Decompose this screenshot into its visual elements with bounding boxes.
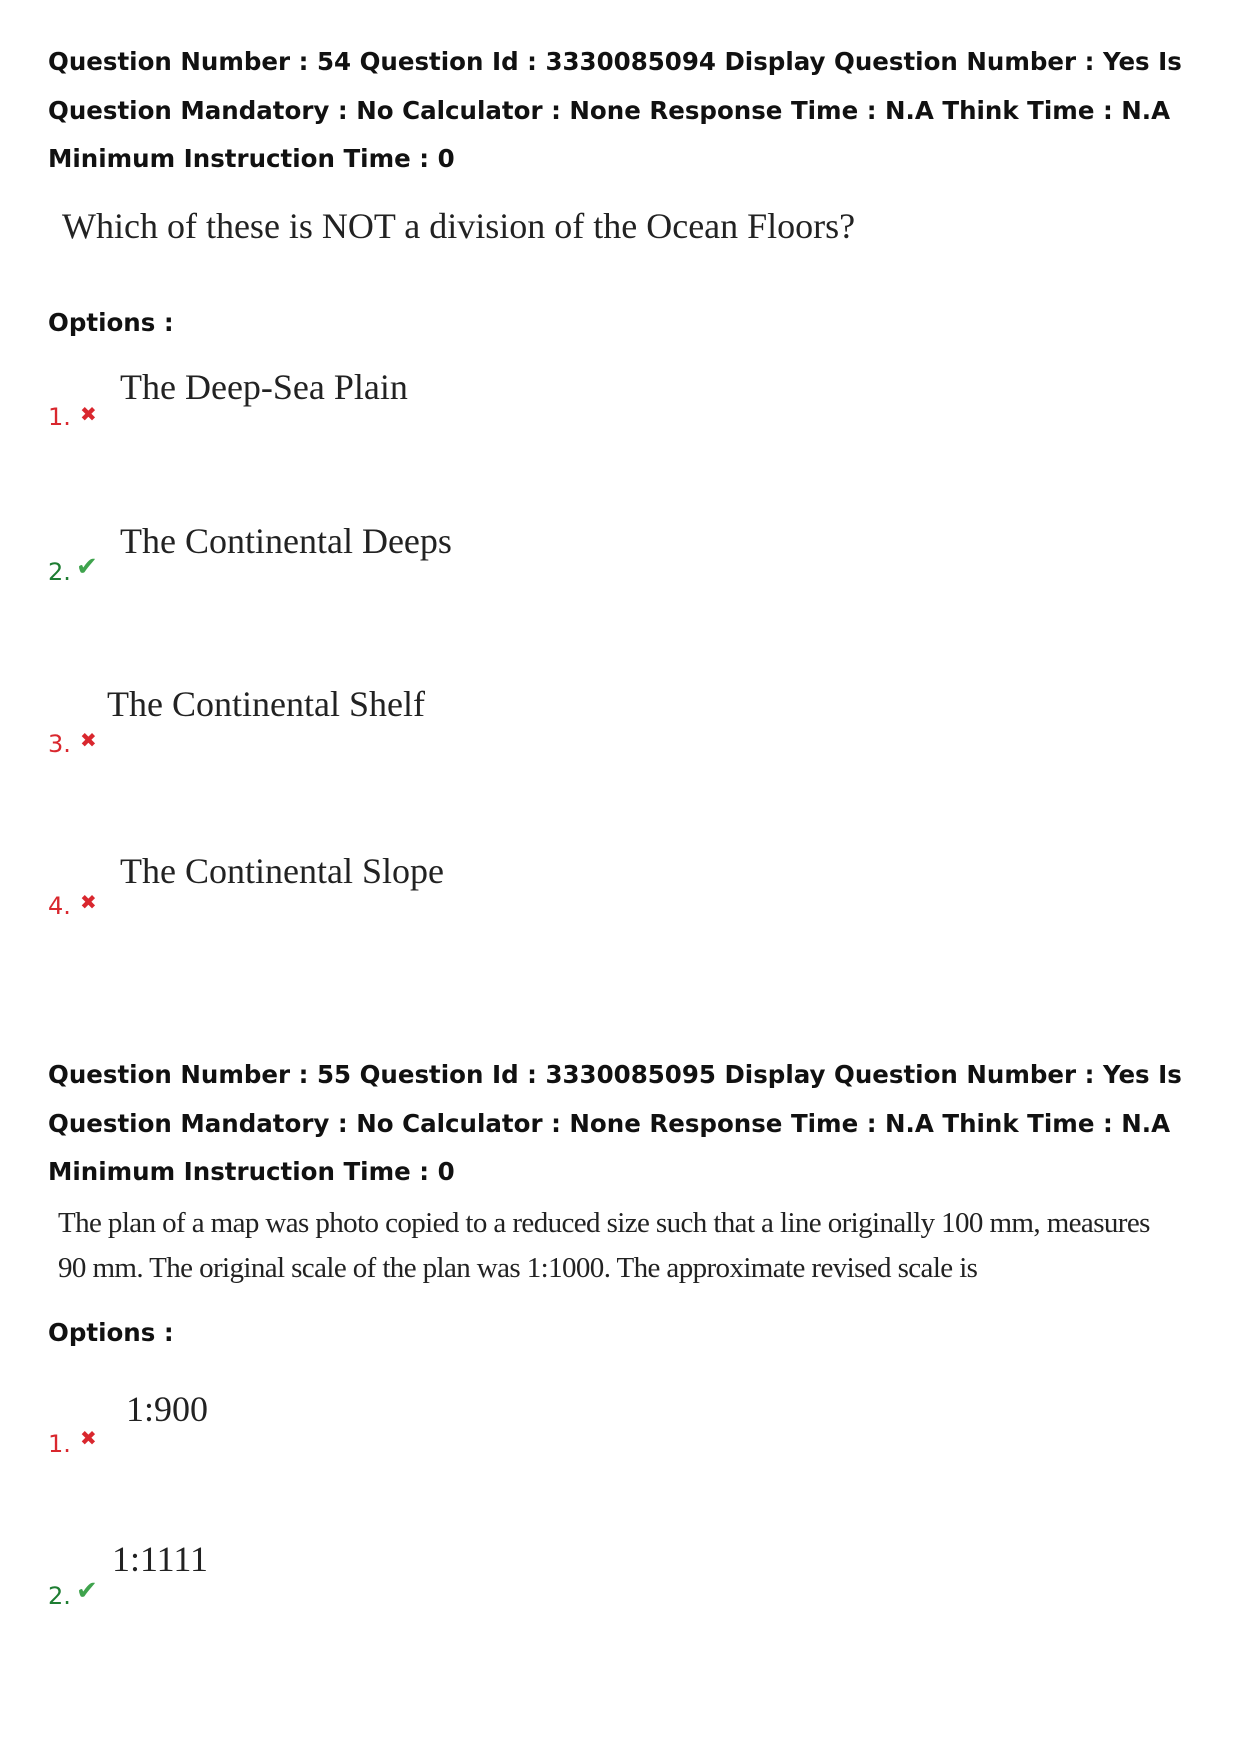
question-54-option-3 [0, 686, 1240, 786]
question-55-meta: Question Number : 55 Question Id : 3330085095 Display Question Number : Yes Is Question Mandatory : No Calculator : None Response Time : N.A Think Time : N.A Minimum Instruction Time : 0 [48, 1060, 1182, 1186]
check-icon: ✔ [76, 1576, 98, 1606]
cross-icon: ✖ [80, 1426, 97, 1450]
question-55-text-line-1: The plan of a map was photo copied to a reduced size such that a line originally 100 mm, measures [58, 1207, 1150, 1239]
question-54-option-2 [0, 520, 1240, 620]
option-text: The Deep-Sea Plain [120, 367, 408, 407]
question-54-options-label: Options : [48, 308, 174, 337]
check-icon: ✔ [76, 552, 98, 582]
option-text: The Continental Deeps [120, 521, 452, 561]
option-number: 2. [48, 1582, 71, 1610]
option-number: 1. [48, 1430, 71, 1458]
question-54-meta: Question Number : 54 Question Id : 3330085094 Display Question Number : Yes Is Question Mandatory : No Calculator : None Response Time : N.A Think Time : N.A Minimum Instruction Time : 0 [48, 47, 1182, 173]
option-text: 1:900 [126, 1389, 209, 1429]
question-55-option-2 [0, 1538, 1240, 1638]
option-number: 3. [48, 730, 71, 758]
option-text: The Continental Shelf [107, 684, 425, 724]
option-number: 2. [48, 558, 71, 586]
question-55-text-line-2: 90 mm. The original scale of the plan was 1:1000. The approximate revised scale is [58, 1252, 978, 1284]
question-55-option-1 [0, 1386, 1240, 1486]
question-55-options-label: Options : [48, 1318, 174, 1347]
option-text: The Continental Slope [120, 851, 444, 891]
question-54-option-1 [0, 367, 1240, 470]
cross-icon: ✖ [80, 890, 97, 914]
cross-icon: ✖ [80, 402, 97, 426]
question-54-text: Which of these is NOT a division of the Ocean Floors? [62, 206, 856, 246]
option-number: 1. [48, 403, 71, 431]
cross-icon: ✖ [80, 728, 97, 752]
option-text: 1:1111 [112, 1539, 208, 1579]
option-number: 4. [48, 892, 71, 920]
question-54-option-4 [0, 850, 1240, 950]
